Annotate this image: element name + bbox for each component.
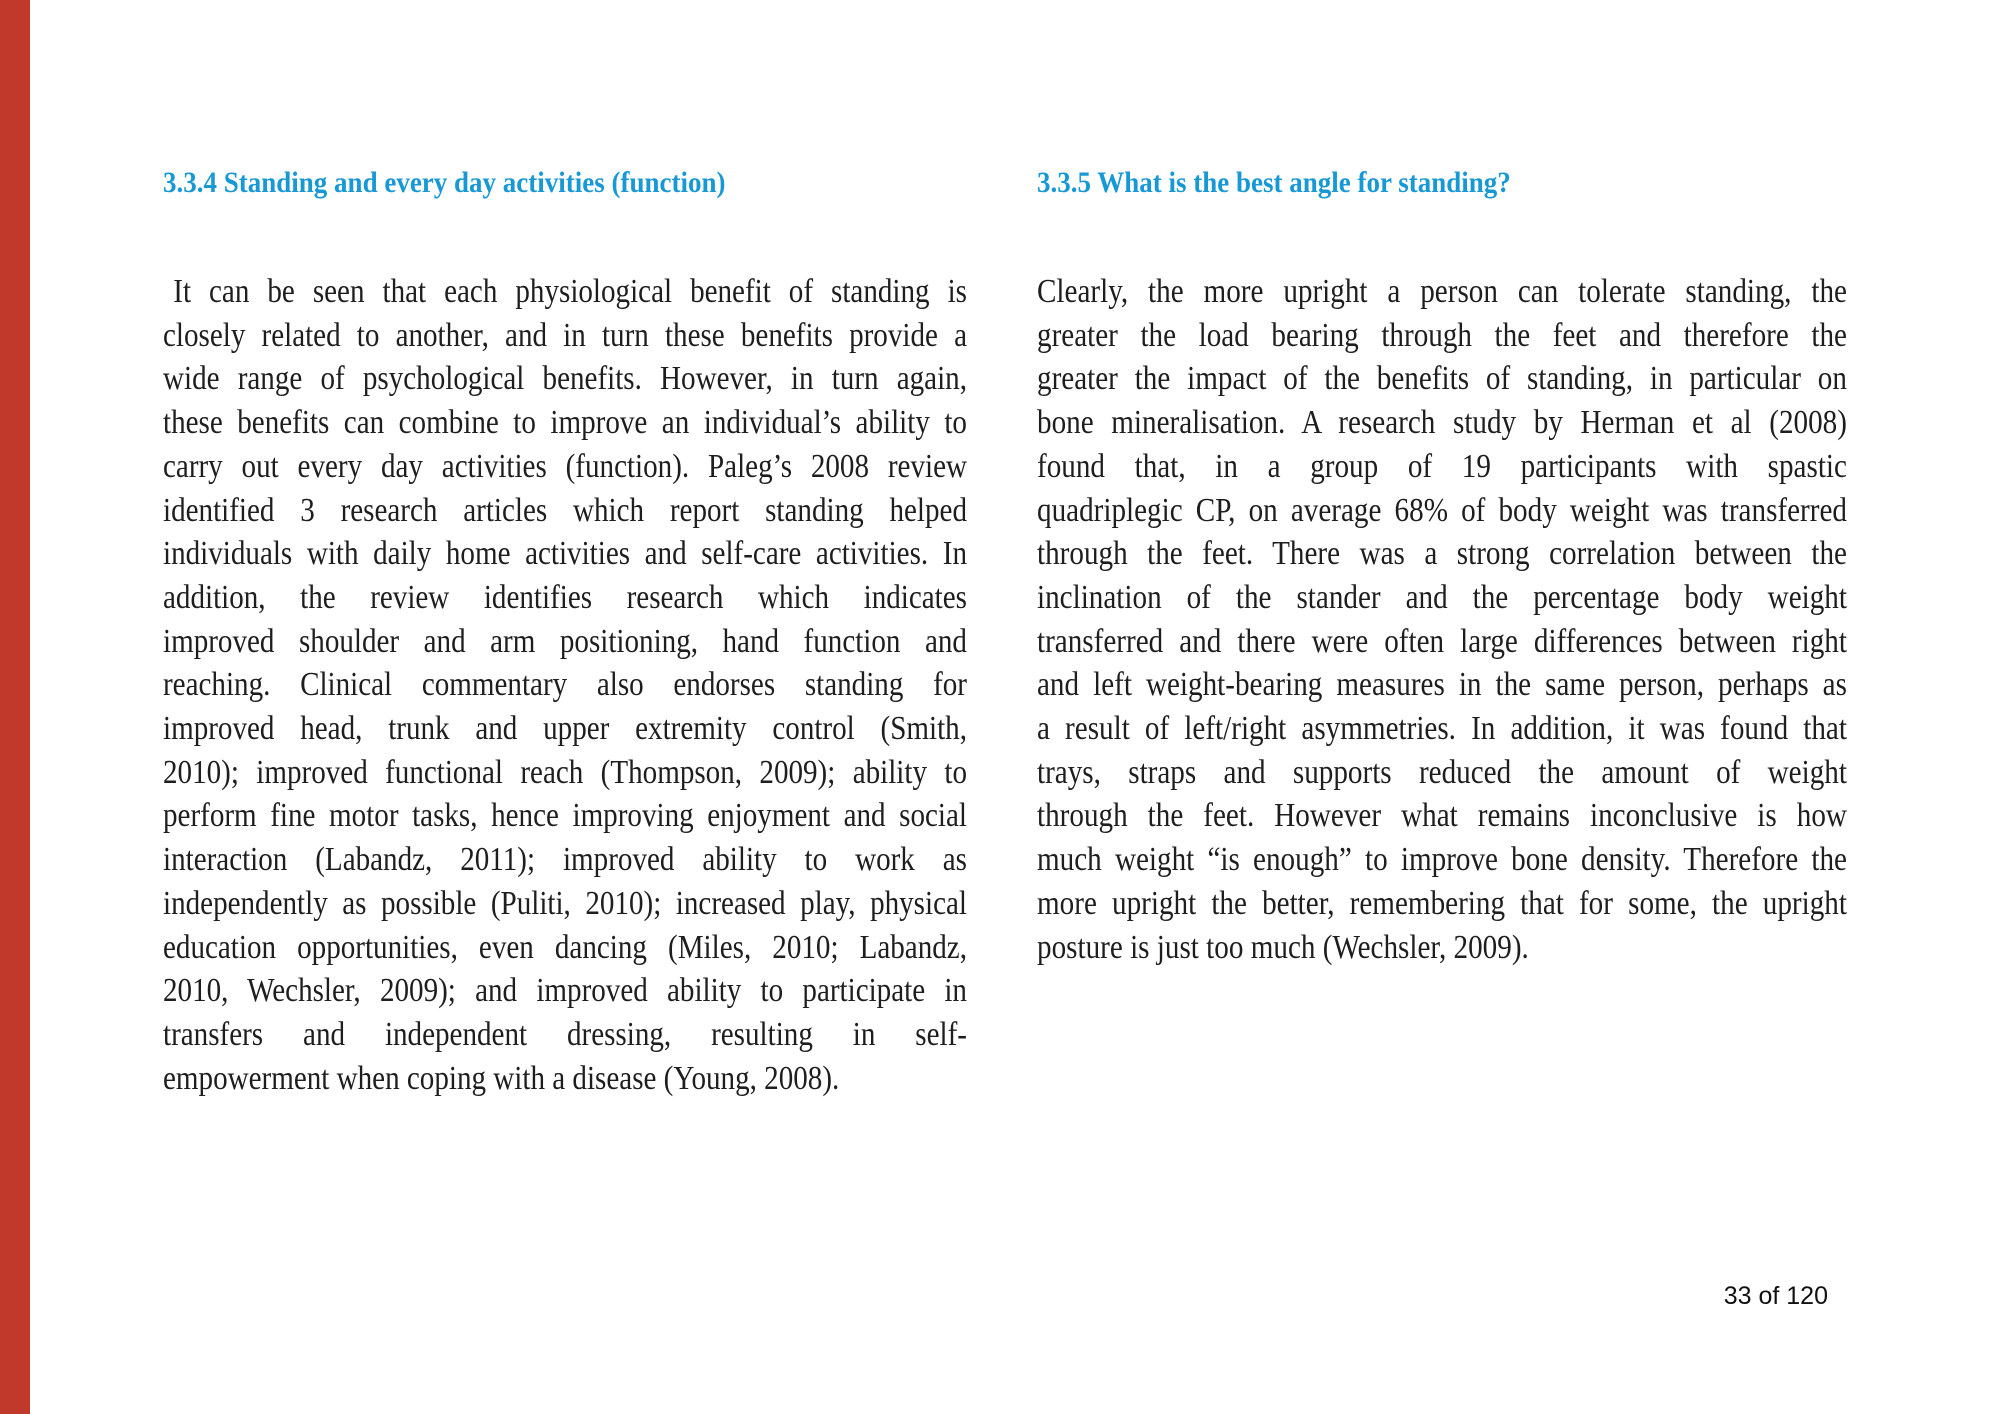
text-line: reaching. Clinical commentary also endorses standing for [163, 666, 967, 704]
text-line: identified 3 research articles which report standing helped [163, 491, 967, 529]
text-line: improved shoulder and arm positioning, hand function and [163, 622, 967, 660]
text-line: carry out every day activities (function). Paleg’s 2008 review [163, 447, 967, 485]
text-line: through the feet. However what remains inconclusive is how [1037, 797, 1847, 835]
text-line: inclination of the stander and the percentage body weight [1037, 578, 1847, 616]
text-line: quadriplegic CP, on average 68% of body weight was transferred [1037, 491, 1847, 529]
text-line: these benefits can combine to improve an individual’s ability to [163, 404, 967, 442]
left-edge-red-bar [0, 0, 30, 1414]
text-line: posture is just too much (Wechsler, 2009). [1037, 928, 1529, 966]
text-line: interaction (Labandz, 2011); improved ability to work as [163, 841, 967, 879]
right-column-body [1037, 270, 1847, 969]
text-line: greater the load bearing through the feet and therefore the [1037, 316, 1847, 354]
text-line: much weight “is enough” to improve bone density. Therefore the [1037, 841, 1847, 879]
text-line: independently as possible (Puliti, 2010); increased play, physical [163, 884, 967, 922]
text-line: bone mineralisation. A research study by Herman et al (2008) [1037, 404, 1847, 442]
text-line: and left weight-bearing measures in the same person, perhaps as [1037, 666, 1847, 704]
text-line: Clearly, the more upright a person can tolerate standing, the [1037, 273, 1847, 310]
text-line: greater the impact of the benefits of standing, in particular on [1037, 360, 1847, 398]
section-heading-334: 3.3.4 Standing and every day activities (function) [163, 166, 726, 199]
text-line: trays, straps and supports reduced the amount of weight [1037, 753, 1847, 791]
text-line: closely related to another, and in turn these benefits provide a [163, 316, 967, 354]
page-number: 33 of 120 [1723, 1282, 1828, 1310]
text-line: through the feet. There was a strong correlation between the [1037, 535, 1847, 573]
text-line: addition, the review identifies research which indicates [163, 578, 967, 616]
text-line: It can be seen that each physiological benefit of standing is [173, 273, 967, 310]
text-line: education opportunities, even dancing (Miles, 2010; Labandz, [163, 928, 967, 966]
text-line: improved head, trunk and upper extremity control (Smith, [163, 710, 967, 748]
text-line: found that, in a group of 19 participants with spastic [1037, 447, 1847, 485]
text-line: more upright the better, remembering that for some, the upright [1037, 884, 1847, 922]
text-line: transferred and there were often large differences between right [1037, 622, 1847, 660]
text-line: 2010, Wechsler, 2009); and improved ability to participate in [163, 972, 967, 1010]
text-line: individuals with daily home activities and self-care activities. In [163, 535, 967, 573]
left-column-body [163, 270, 967, 1100]
text-line: transfers and independent dressing, resulting in self- [163, 1015, 967, 1053]
text-line: a result of left/right asymmetries. In addition, it was found that [1037, 710, 1847, 748]
text-line: perform fine motor tasks, hence improving enjoyment and social [163, 797, 967, 835]
text-line: wide range of psychological benefits. However, in turn again, [163, 360, 967, 398]
text-line: empowerment when coping with a disease (Young, 2008). [163, 1059, 840, 1097]
section-heading-335: 3.3.5 What is the best angle for standing? [1037, 166, 1511, 199]
text-line: 2010); improved functional reach (Thompson, 2009); ability to [163, 753, 967, 791]
